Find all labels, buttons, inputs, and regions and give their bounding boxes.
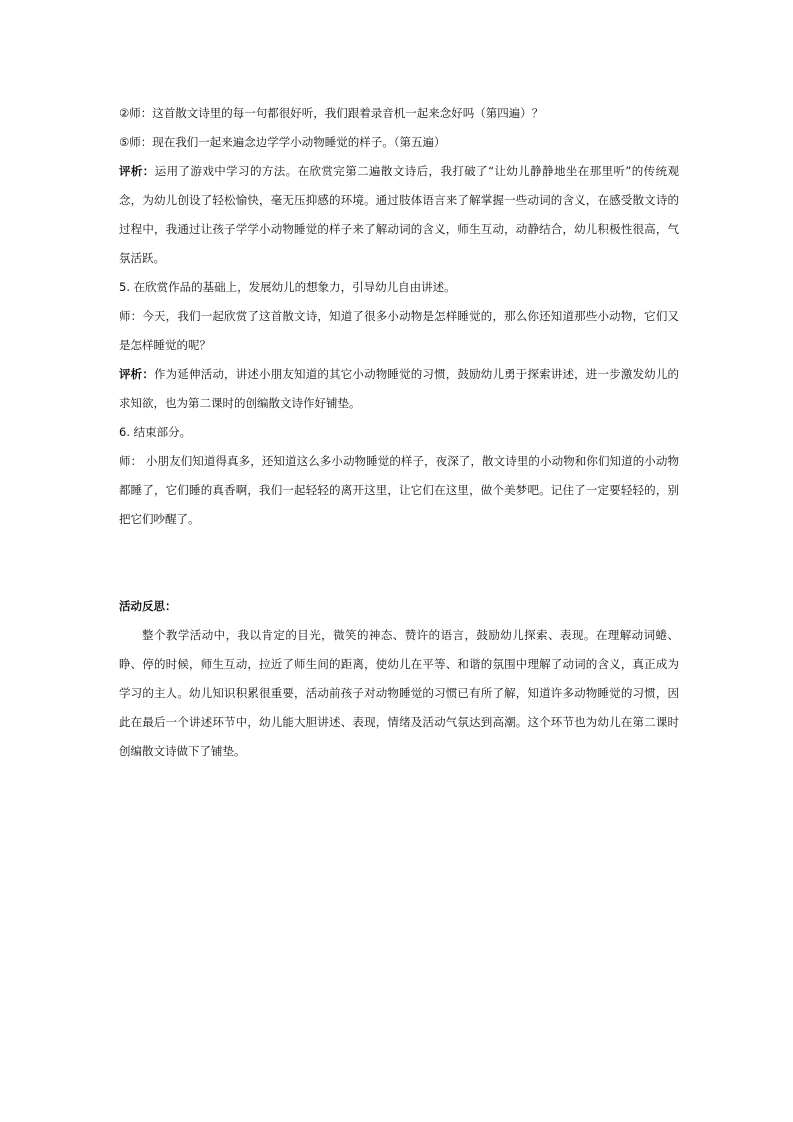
section-title: 在欣赏作品的基础上，发展幼儿的想象力，引导幼儿自由讲述。	[133, 280, 456, 294]
section-title: 结束部分。	[133, 425, 192, 439]
analysis-text: 运用了游戏中学习的方法。在欣赏完第二遍散文诗后，我打破了“让幼儿静静地坐在那里听”的传统观念，为幼儿创设了轻松愉快，毫无压抑感的环境。通过肢体语言来了解掌握一些动词的含义，在感受散文诗的过程中，我通过让孩子学学小动物睡觉的样子来了解动词的含义，师生互动，动静结合，幼儿积极性很高，气氛活跃。	[119, 164, 679, 265]
closing-text: 师： 小朋友们知道得真多，还知道这么多小动物睡觉的样子，夜深了，散文诗里的小动物和你们知道的小动物都睡了，它们睡的真香啊，我们一起轻轻的离开这里，让它们在这里，做个美梦吧。记住了一定要轻轻的，别把它们吵醒了。	[119, 454, 679, 526]
document-body	[119, 99, 679, 766]
section-number: 5.	[119, 280, 130, 294]
reflection-heading	[119, 592, 679, 621]
teacher-line-fifth-reading-text: ⑤师：现在我们一起来遍念边学学小动物睡觉的样子。（第五遍）	[119, 135, 446, 149]
teacher-question-text: 师：今天，我们一起欣赏了这首散文诗，知道了很多小动物是怎样睡觉的，那么你还知道那些小动物，它们又是怎样睡觉的呢？	[119, 309, 679, 352]
closing-paragraph	[119, 447, 679, 534]
analysis-paragraph-2	[119, 360, 679, 418]
teacher-question-paragraph	[119, 302, 679, 360]
teacher-line-fourth-reading-text: ②师：这首散文诗里的每一句都很好听，我们跟着录音机一起来念好吗（第四遍）？	[119, 106, 544, 120]
teacher-line-fourth-reading	[119, 99, 679, 128]
section-6-heading	[119, 418, 679, 447]
section-number: 6.	[119, 425, 130, 439]
section-5-heading	[119, 273, 679, 302]
analysis-label: 评析：	[119, 164, 155, 178]
reflection-paragraph	[119, 621, 679, 766]
teacher-line-fifth-reading	[119, 128, 679, 157]
analysis-label: 评析：	[119, 367, 155, 381]
analysis-paragraph-1	[119, 157, 679, 273]
reflection-heading-text: 活动反思：	[119, 599, 177, 613]
analysis-text: 作为延伸活动，讲述小朋友知道的其它小动物睡觉的习惯，鼓励幼儿勇于探索讲述，进一步激发幼儿的求知欲，也为第二课时的创编散文诗作好铺垫。	[119, 367, 679, 410]
reflection-text: 整个教学活动中，我以肯定的目光，微笑的神态、赞许的语言，鼓励幼儿探索、表现。在理解动词蜷、睁、停的时候，师生互动，拉近了师生间的距离，使幼儿在平等、和谐的氛围中理解了动词的含义，真正成为学习的主人。幼儿知识积累很重要，活动前孩子对动物睡觉的习惯已有所了解，知道许多动物睡觉的习惯，因此在最后一个讲述环节中，幼儿能大胆讲述、表现，情绪及活动气氛达到高潮。这个环节也为幼儿在第二课时创编散文诗做下了铺垫。	[119, 628, 679, 758]
spacer	[119, 534, 679, 592]
